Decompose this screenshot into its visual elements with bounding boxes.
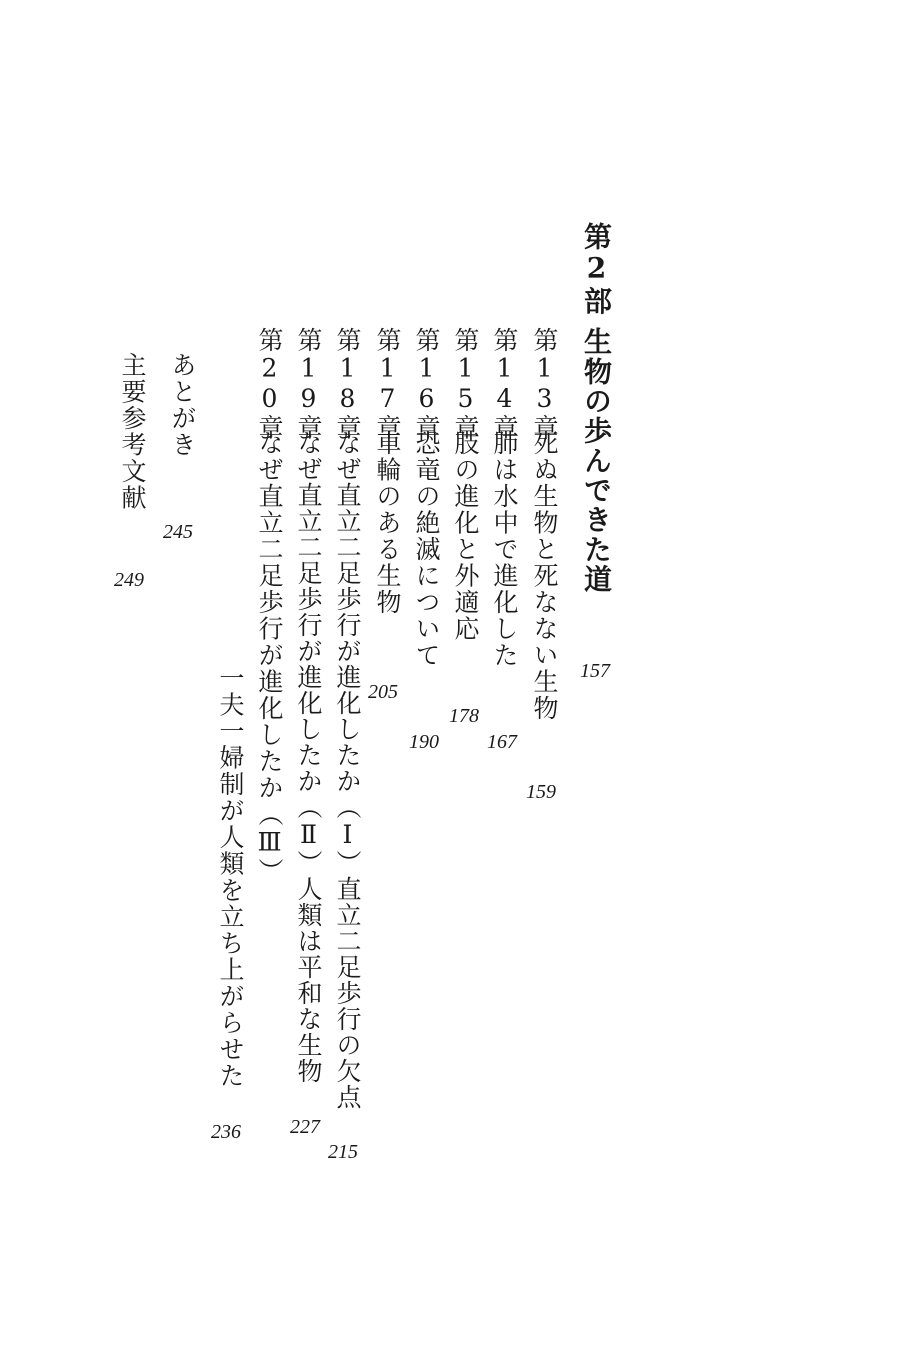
chapter-label: 第20章 <box>255 327 284 441</box>
chapter-title: 肢の進化と外適応 <box>451 430 480 642</box>
chapter-page-number: 215 <box>328 1141 358 1163</box>
chapter-label: 第14章 <box>490 327 519 441</box>
chapter-label: 第19章 <box>294 327 323 441</box>
part-title: 生物の歩んできた道 <box>580 327 613 595</box>
chapter-page-number: 159 <box>526 781 556 803</box>
chapter-page-number: 178 <box>449 705 479 727</box>
chapter-page-number: 205 <box>368 681 398 703</box>
chapter-page-number: 190 <box>409 731 439 753</box>
chapter-page-number: 167 <box>487 731 517 753</box>
chapter-title: なぜ直立二足歩行が進化したか（Ⅱ）人類は平和な生物 <box>294 430 323 1084</box>
chapter-label: 第13章 <box>530 327 559 441</box>
part-label: 第2部 <box>580 222 613 317</box>
chapter-label: 第16章 <box>412 327 441 441</box>
chapter-title: 恐竜の絶滅について <box>412 430 441 669</box>
chapter-title: なぜ直立二足歩行が進化したか（Ⅰ）直立二足歩行の欠点 <box>333 430 362 1110</box>
chapter-title: 死ぬ生物と死なない生物 <box>530 430 559 722</box>
chapter-label: 第18章 <box>333 327 362 441</box>
afterword-page-number: 245 <box>163 521 193 543</box>
references-title: 主要参考文献 <box>118 352 147 511</box>
chapter-label: 第17章 <box>373 327 402 441</box>
chapter-label: 第15章 <box>451 327 480 441</box>
chapter-page-number: 227 <box>290 1116 320 1138</box>
chapter-title: 肺は水中で進化した <box>490 430 519 669</box>
chapter-title: なぜ直立二足歩行が進化したか（Ⅲ） <box>255 430 284 885</box>
afterword-title: あとがき <box>168 352 197 458</box>
chapter-page-number: 236 <box>211 1121 241 1143</box>
part-page-number: 157 <box>580 660 610 682</box>
references-page-number: 249 <box>114 569 144 591</box>
chapter-subtitle: 一夫一婦制が人類を立ち上がらせた <box>216 665 245 1089</box>
chapter-title: 車輪のある生物 <box>373 430 402 616</box>
